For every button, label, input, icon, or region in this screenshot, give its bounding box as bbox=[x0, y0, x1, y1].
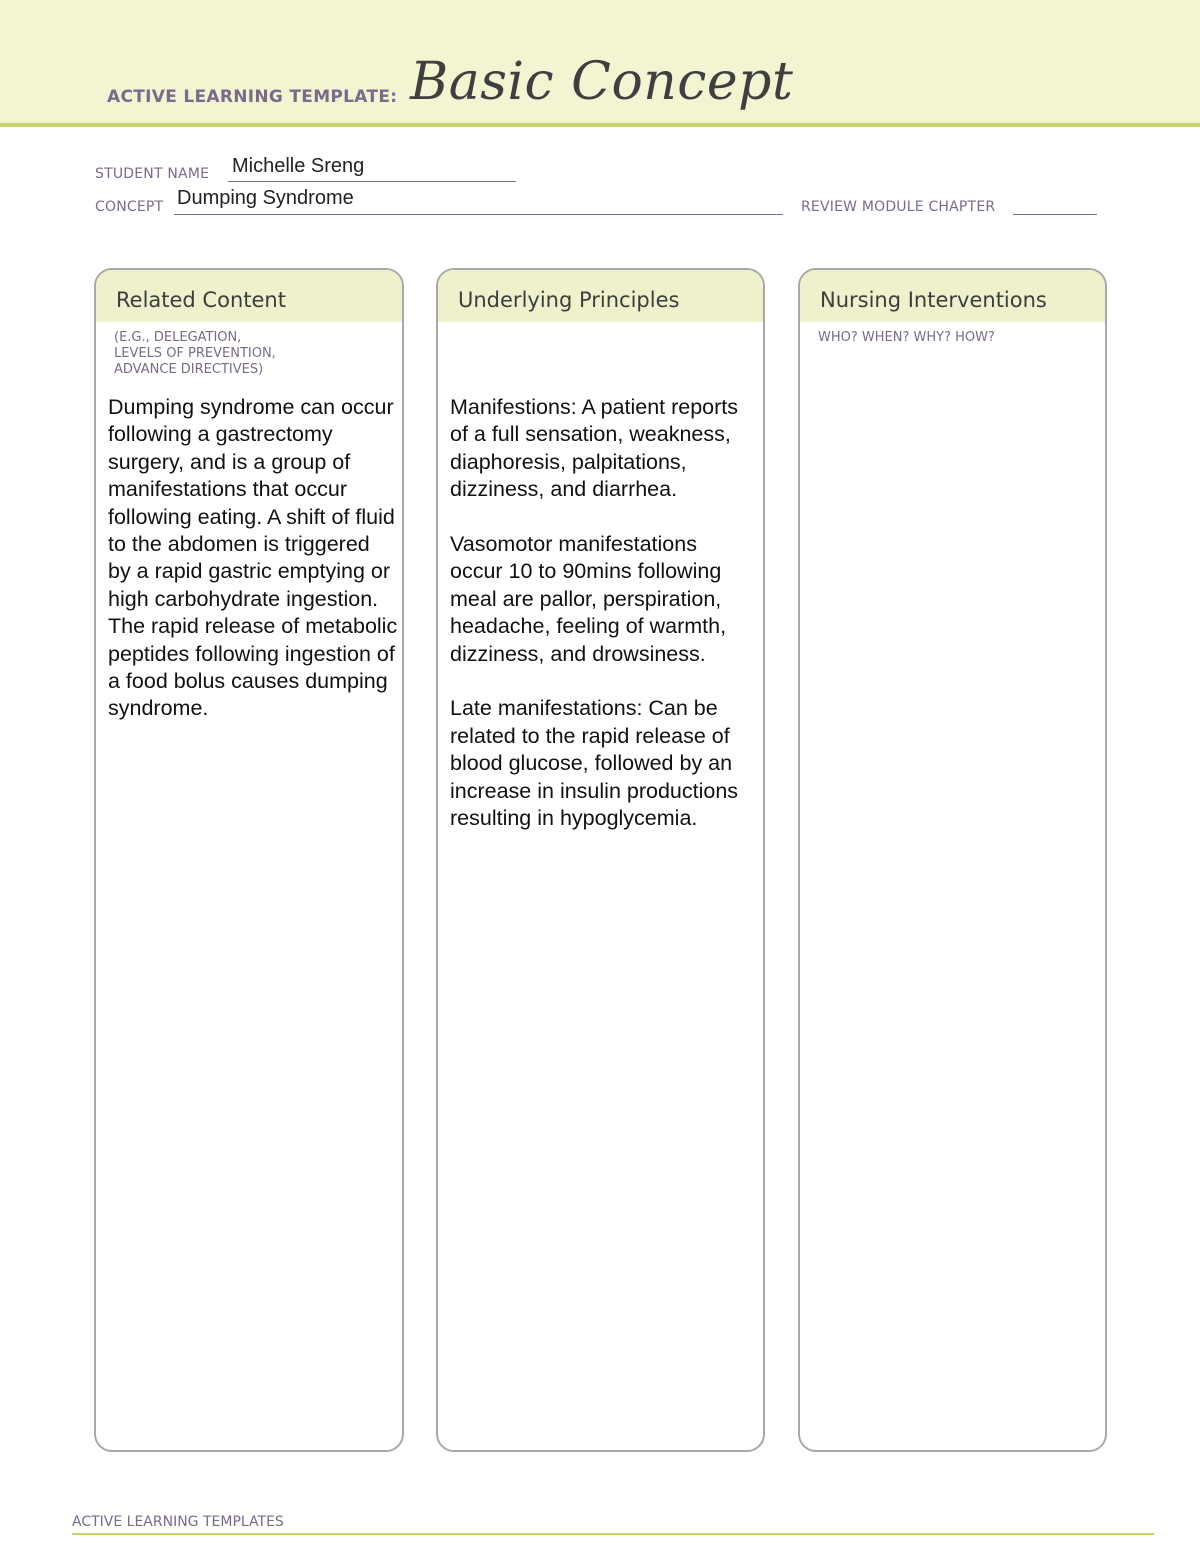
template-title: Basic Concept bbox=[410, 52, 794, 112]
related-content-panel bbox=[94, 268, 404, 1452]
panel-hint: (E.G., DELEGATION, LEVELS OF PREVENTION, ADVANCE DIRECTIVES) bbox=[114, 330, 276, 377]
underlying-principles-body[interactable] bbox=[450, 394, 755, 860]
review-module-line bbox=[1013, 214, 1097, 215]
underlying-principles-panel bbox=[436, 268, 765, 1452]
paragraph: Late manifestations: Can be related to the rapid release of blood glucose, followed by an increase in insulin productions resulting in hypoglycemia. bbox=[450, 696, 739, 831]
related-content-body[interactable] bbox=[108, 394, 398, 750]
panel-hint: WHO? WHEN? WHY? HOW? bbox=[818, 330, 995, 345]
template-label: ACTIVE LEARNING TEMPLATE: bbox=[107, 87, 398, 107]
paragraph: Vasomotor manifestations occur 10 to 90mins following meal are pallor, perspiration, headache, feeling of warmth, dizziness, and drowsiness. bbox=[450, 532, 727, 666]
footer-label: ACTIVE LEARNING TEMPLATES bbox=[72, 1514, 284, 1530]
panel-title: Underlying Principles bbox=[458, 288, 680, 312]
paragraph: Manifestions: A patient reports of a full sensation, weakness, diaphoresis, palpitations, dizziness, and diarrhea. bbox=[450, 395, 739, 502]
concept-field[interactable]: Dumping Syndrome bbox=[177, 187, 354, 209]
paragraph: Dumping syndrome can occur following a gastrectomy surgery, and is a group of manifestations that occur following eating. A shift of fluid to the abdomen is triggered by a rapid gastric emptying or high carbohydrate ingestion. The rapid release of metabolic peptides following ingestion of a food bolus causes dumping syndrome. bbox=[108, 395, 398, 721]
header-divider bbox=[0, 123, 1200, 127]
student-name-field[interactable]: Michelle Sreng bbox=[232, 155, 365, 177]
panel-title: Nursing Interventions bbox=[820, 288, 1047, 312]
concept-line bbox=[174, 214, 783, 215]
footer-divider bbox=[72, 1533, 1154, 1535]
review-module-label: REVIEW MODULE CHAPTER bbox=[801, 199, 996, 215]
student-name-line bbox=[228, 181, 516, 182]
panel-title: Related Content bbox=[116, 288, 286, 312]
nursing-interventions-panel bbox=[798, 268, 1107, 1452]
concept-label: CONCEPT bbox=[95, 199, 164, 215]
student-name-label: STUDENT NAME bbox=[95, 166, 210, 182]
